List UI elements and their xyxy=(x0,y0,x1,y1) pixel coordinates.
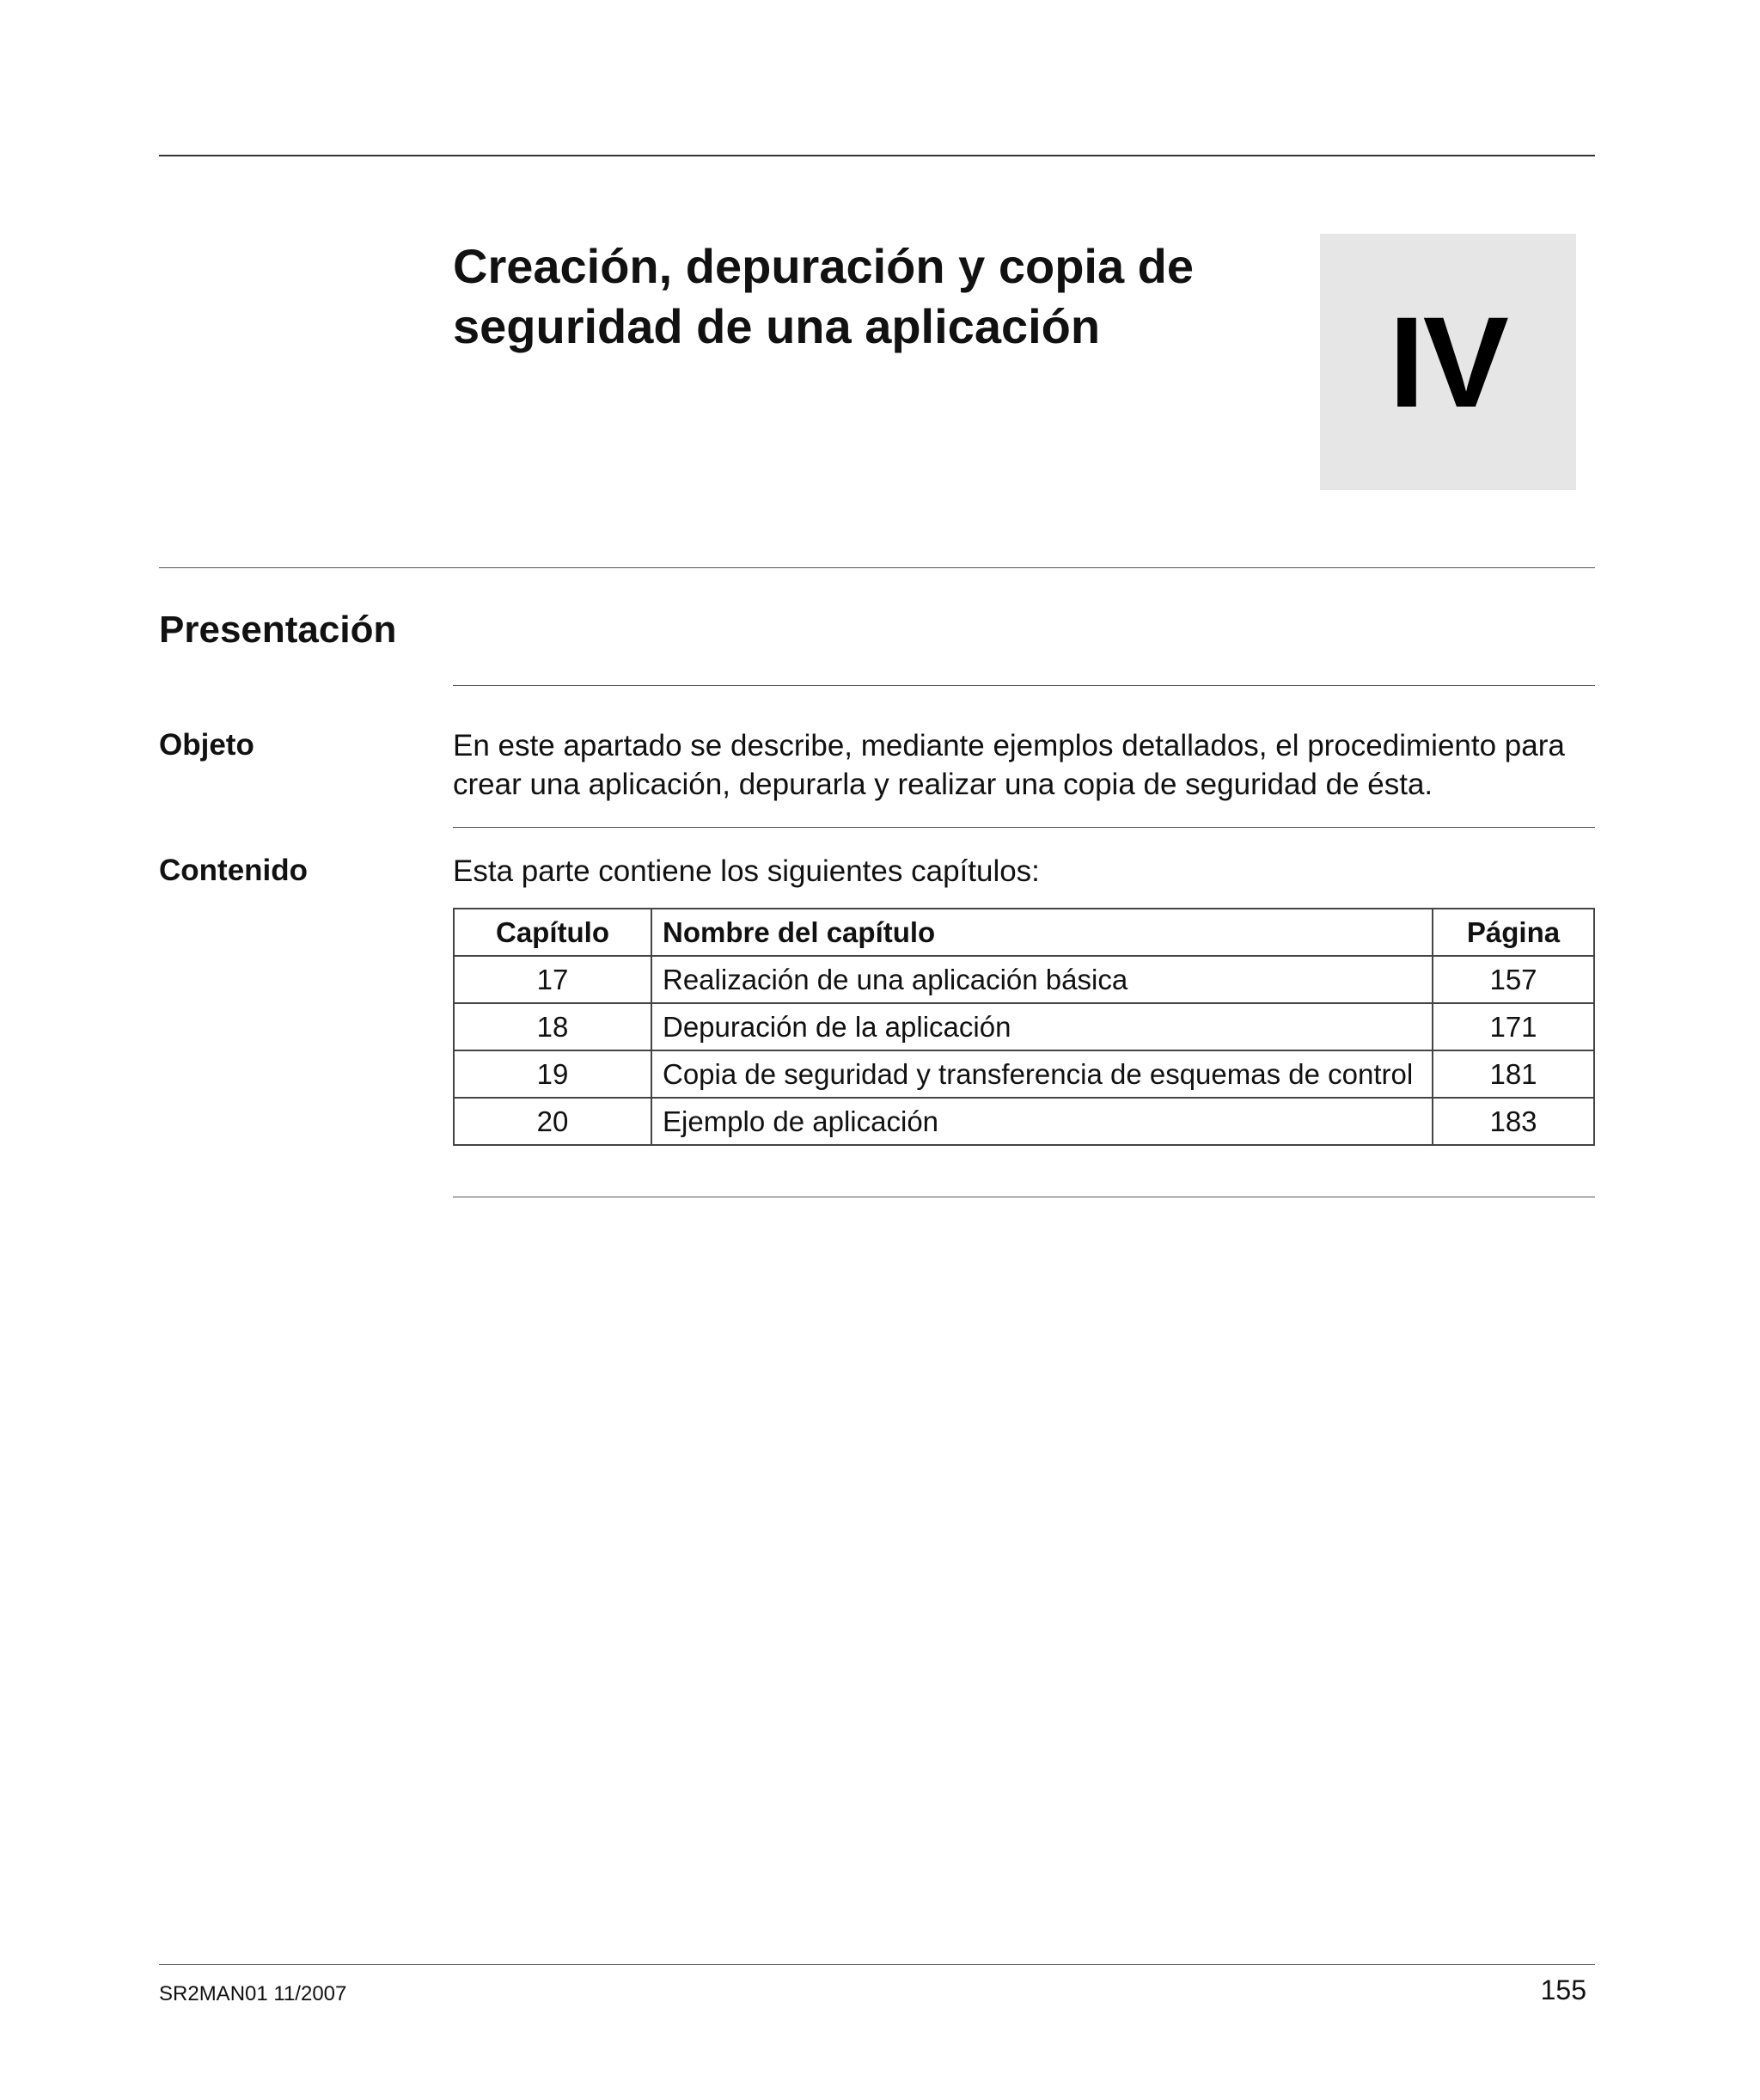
footer-page-number: 155 xyxy=(1540,1974,1586,2005)
objeto-line-1: En este apartado se describe, mediante ejemplos detallados, el procedimiento para xyxy=(453,729,1565,762)
part-number: IV xyxy=(1389,290,1507,434)
table-row xyxy=(454,1003,1594,1050)
part-number-box xyxy=(1320,234,1576,490)
chapter-number: 20 xyxy=(454,1098,651,1145)
objeto-line-2: crear una aplicación, depurarla y realizar una copia de seguridad de ésta. xyxy=(453,768,1433,801)
header-page: Página xyxy=(1433,909,1594,956)
section-heading: Presentación xyxy=(159,609,397,651)
footer-rule xyxy=(159,1964,1595,1965)
contenido-intro: Esta parte contiene los siguientes capítulos: xyxy=(453,854,1040,888)
contenido-rule xyxy=(453,827,1595,828)
chapter-number: 17 xyxy=(454,956,651,1003)
objeto-text xyxy=(453,726,1596,804)
section-rule xyxy=(159,567,1595,568)
objeto-label: Objeto xyxy=(159,728,254,762)
objeto-rule xyxy=(453,685,1595,686)
header-chapter: Capítulo xyxy=(454,909,651,956)
chapter-number: 18 xyxy=(454,1003,651,1050)
chapter-number: 19 xyxy=(454,1050,651,1098)
table-row xyxy=(454,1098,1594,1145)
footer-doc-ref: SR2MAN01 11/2007 xyxy=(159,1982,347,2005)
chapter-name: Depuración de la aplicación xyxy=(651,1003,1433,1050)
part-title-line-1: Creación, depuración y copia de xyxy=(453,239,1195,293)
table-row xyxy=(454,956,1594,1003)
contenido-label: Contenido xyxy=(159,854,309,887)
part-title xyxy=(453,236,1226,357)
part-title-line-2: seguridad de una aplicación xyxy=(453,299,1101,353)
chapter-page: 171 xyxy=(1433,1003,1594,1050)
chapter-page: 181 xyxy=(1433,1050,1594,1098)
chapter-name: Ejemplo de aplicación xyxy=(651,1098,1433,1145)
chapter-name: Copia de seguridad y transferencia de esquemas de control xyxy=(651,1050,1433,1098)
table-row xyxy=(454,1050,1594,1098)
chapter-name: Realización de una aplicación básica xyxy=(651,956,1433,1003)
table-header-row xyxy=(454,909,1594,956)
chapters-table xyxy=(453,908,1595,1146)
chapter-page: 157 xyxy=(1433,956,1594,1003)
chapter-page: 183 xyxy=(1433,1098,1594,1145)
top-rule xyxy=(159,155,1595,156)
header-chapter-name: Nombre del capítulo xyxy=(651,909,1433,956)
